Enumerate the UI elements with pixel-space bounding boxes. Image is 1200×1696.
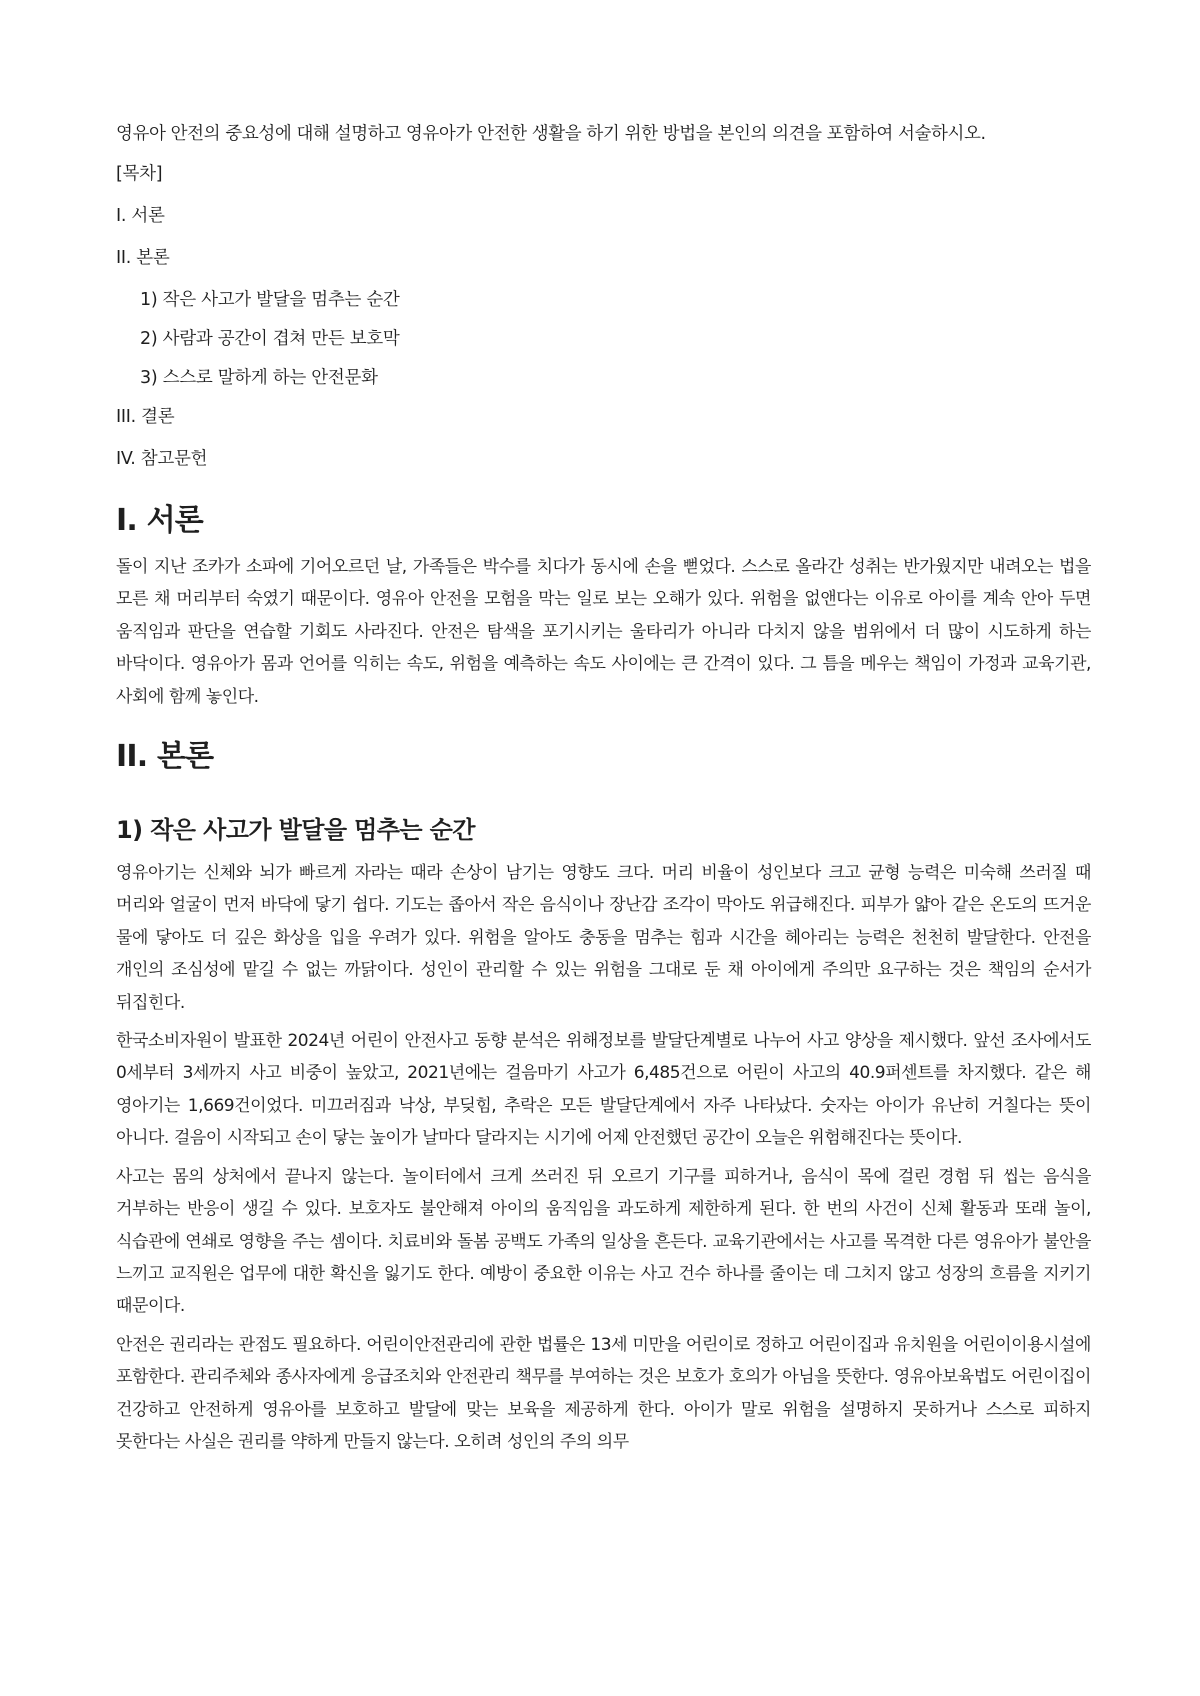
intro-paragraph: 돌이 지난 조카가 소파에 기어오르던 날, 가족들은 박수를 치다가 동시에 손을 뻗었다. 스스로 올라간 성취는 반가웠지만 내려오는 법을 모른 채 머리부터 숙였기 때문이다. 영유아 안전을 모험을 막는 일로 보는 오해가 있다. 위험을 없앤다는 이유로 아이를 계속 안아 두면 움직임과 판단을 연습할 기회도 사라진다. 안전은 탐색을 포기시키는 울타리가 아니라 다치지 않을 범위에서 더 많이 시도하게 하는 바닥이다. 영유아가 몸과 언어를 익히는 속도, 위험을 예측하는 속도 사이에는 큰 간격이 있다. 그 틈을 메우는 책임이 가정과 교육기관, 사회에 함께 놓인다. [116, 557, 1091, 707]
toc-item-references: IV. 참고문헌 [116, 449, 208, 469]
assignment-prompt: 영유아 안전의 중요성에 대해 설명하고 영유아가 안전한 생활을 하기 위한 방법을 본인의 의견을 포함하여 서술하시오. [116, 124, 986, 144]
toc-item-intro: I. 서론 [116, 206, 165, 226]
toc-subitem-3: 3) 스스로 말하게 하는 안전문화 [140, 368, 378, 388]
section1-paragraph: 안전은 권리라는 관점도 필요하다. 어린이안전관리에 관한 법률은 13세 미만을 어린이로 정하고 어린이집과 유치원을 어린이이용시설에 포함한다. 관리주체와 종사자에게 응급조치와 안전관리 책무를 부여하는 것은 보호가 호의가 아님을 뜻한다. 영유아보육법도 어린이집이 건강하고 안전하게 영유아를 보호하고 발달에 맞는 보육을 제공하게 한다. 아이가 말로 위험을 설명하지 못하거나 스스로 피하지 못한다는 사실은 권리를 약하게 만들지 않는다. 오히려 성인의 주의 의무 [116, 1334, 1091, 1452]
toc-item-conclusion: III. 결론 [116, 407, 175, 427]
section1-paragraph: 영유아기는 신체와 뇌가 빠르게 자라는 때라 손상이 남기는 영향도 크다. 머리 비율이 성인보다 크고 균형 능력은 미숙해 쓰러질 때 머리와 얼굴이 먼저 바닥에 닿기 쉽다. 기도는 좁아서 작은 음식이나 장난감 조각이 막아도 위급해진다. 피부가 얇아 같은 온도의 뜨거운 물에 닿아도 더 깊은 화상을 입을 우려가 있다. 위험을 알아도 충동을 멈추는 힘과 시간을 헤아리는 능력은 천천히 발달한다. 안전을 개인의 조심성에 맡길 수 없는 까닭이다. 성인이 관리할 수 있는 위험을 그대로 둔 채 아이에게 주의만 요구하는 것은 책임의 순서가 뒤집힌다. [116, 863, 1091, 1013]
toc-subitem-2: 2) 사람과 공간이 겹쳐 만든 보호막 [140, 329, 400, 349]
table-of-contents [116, 158, 1091, 475]
section1-heading: 1) 작은 사고가 발달을 멈추는 순간 [116, 816, 475, 845]
section1-paragraph: 사고는 몸의 상처에서 끝나지 않는다. 놀이터에서 크게 쓰러진 뒤 오르기 기구를 피하거나, 음식이 목에 걸린 경험 뒤 씹는 음식을 거부하는 반응이 생길 수 있다. 보호자도 불안해져 아이의 움직임을 과도하게 제한하게 된다. 한 번의 사건이 신체 활동과 또래 놀이, 식습관에 연쇄로 영향을 주는 셈이다. 치료비와 돌봄 공백도 가족의 일상을 흔든다. 교육기관에서는 사고를 목격한 다른 영유아가 불안을 느끼고 교직원은 업무에 대한 확신을 잃기도 한다. 예방이 중요한 이유는 사고 건수 하나를 줄이는 데 그치지 않고 성장의 흐름을 지키기 때문이다. [116, 1166, 1091, 1317]
section1-paragraph: 한국소비자원이 발표한 2024년 어린이 안전사고 동향 분석은 위해정보를 발달단계별로 나누어 사고 양상을 제시했다. 앞선 조사에서도 0세부터 3세까지 사고 비중이 높았고, 2021년에는 걸음마기 사고가 6,485건으로 어린이 사고의 40.9퍼센트를 차지했다. 같은 해 영아기는 1,669건이었다. 미끄러짐과 낙상, 부딪힘, 추락은 모든 발달단계에서 자주 나타났다. 숫자는 아이가 유난히 거칠다는 뜻이 아니다. 걸음이 시작되고 손이 닿는 높이가 날마다 달라지는 시기에 어제 안전했던 공간이 오늘은 위험해진다는 뜻이다. [116, 1031, 1091, 1149]
body-heading: II. 본론 [116, 739, 214, 775]
toc-title: [목차] [116, 164, 163, 184]
intro-heading: I. 서론 [116, 503, 203, 538]
toc-item-body: II. 본론 [116, 248, 170, 268]
toc-subitem-1: 1) 작은 사고가 발달을 멈추는 순간 [140, 290, 400, 310]
document-page [116, 118, 1091, 1464]
